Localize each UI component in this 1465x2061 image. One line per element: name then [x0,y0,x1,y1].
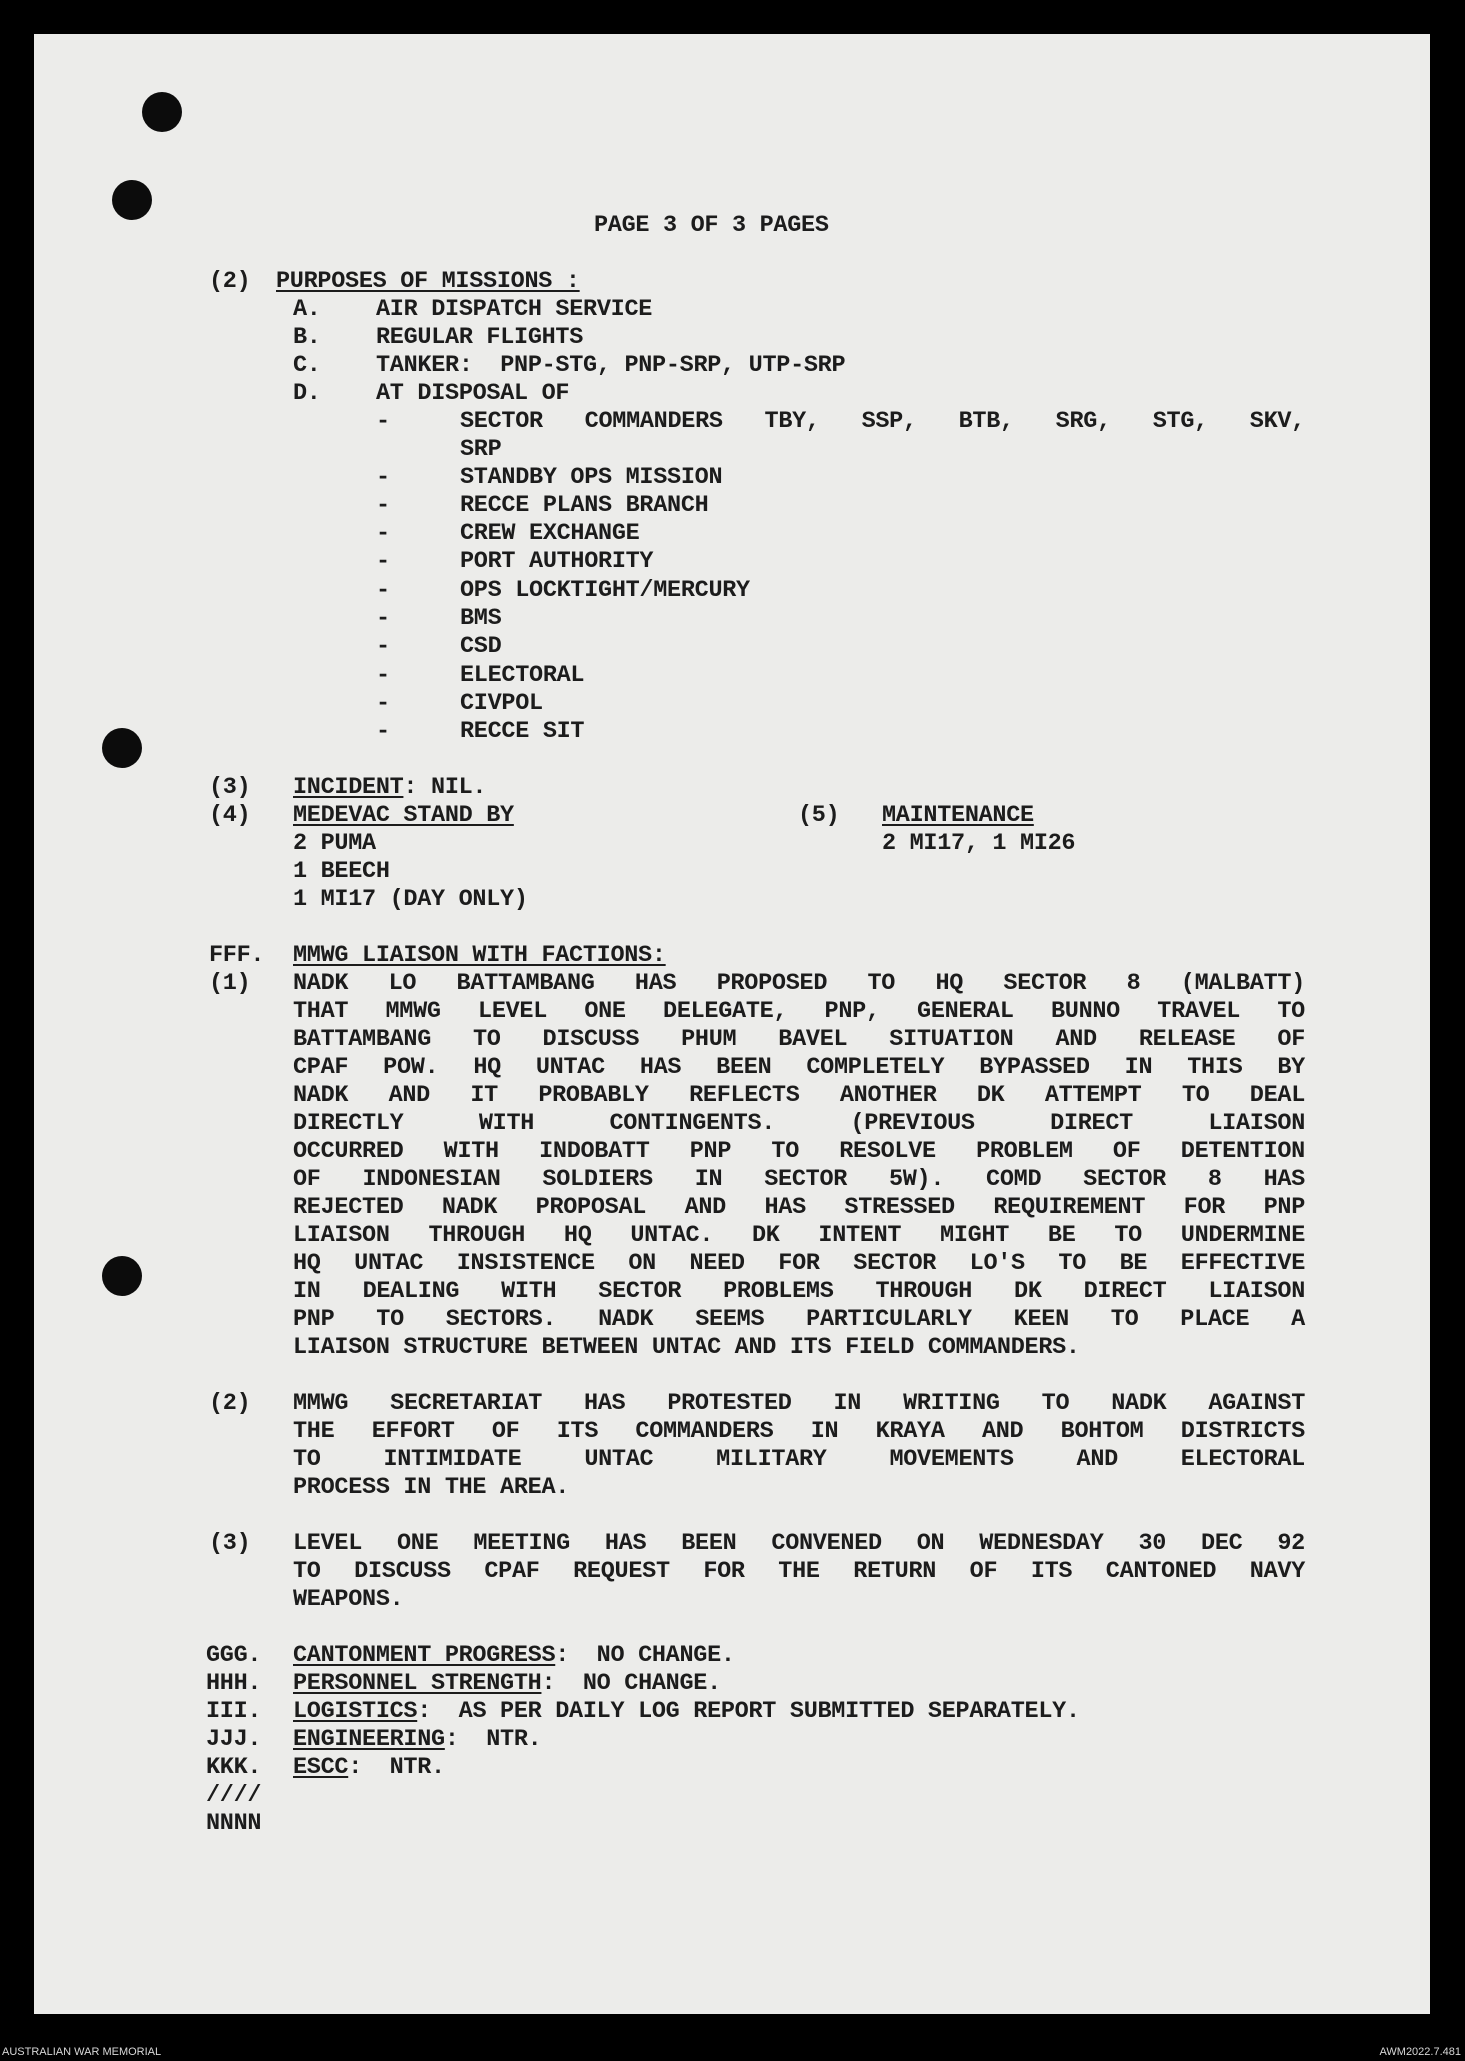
incident-label: INCIDENT [293,774,404,801]
disposal-item: RECCE SIT [460,718,585,745]
status-label: ENGINEERING [293,1726,445,1753]
paragraph-line: WEAPONS. [293,1586,404,1613]
dash-bullet: - [376,690,390,717]
item-text: TANKER: PNP-STG, PNP-SRP, UTP-SRP [376,352,846,379]
item-letter: C. [293,352,321,379]
disposal-item: RECCE PLANS BRANCH [460,492,709,519]
paragraph-line: TO DISCUSS CPAF REQUEST FOR THE RETURN OF ITS CANTONED NAVY [293,1558,1305,1585]
item-text: REGULAR FLIGHTS [376,324,584,351]
incident-line [293,774,486,802]
page-header: PAGE 3 OF 3 PAGES [594,212,829,239]
item-letter: B. [293,324,321,351]
disposal-item: OPS LOCKTIGHT/MERCURY [460,577,750,604]
status-value: : NO CHANGE. [541,1670,721,1697]
status-label: ESCC [293,1754,349,1781]
status-label: LOGISTICS [293,1698,418,1725]
paragraph-line: THAT MMWG LEVEL ONE DELEGATE, PNP, GENERAL BUNNO TRAVEL TO [293,998,1305,1025]
medevac-item: 1 MI17 (DAY ONLY) [293,886,528,913]
status-code: III. [206,1698,262,1725]
item-text: AT DISPOSAL OF [376,380,570,407]
section-number: (3) [209,774,251,801]
disposal-item: BMS [460,605,502,632]
paragraph-line: THE EFFORT OF ITS COMMANDERS IN KRAYA AND BOHTOM DISTRICTS [293,1418,1305,1445]
disposal-item: STANDBY OPS MISSION [460,464,723,491]
dash-bullet: - [376,464,390,491]
disposal-item: SECTOR COMMANDERS TBY, SSP, BTB, SRG, STG, SKV, [460,408,1305,435]
paragraph-line: DIRECTLY WITH CONTINGENTS. (PREVIOUS DIRECT LIAISON [293,1110,1305,1137]
end-mark-nnnn: NNNN [206,1810,262,1837]
section-number: (4) [209,802,251,829]
status-line [293,1726,541,1754]
status-code: HHH. [206,1670,262,1697]
paragraph-line: HQ UNTAC INSISTENCE ON NEED FOR SECTOR LO'S TO BE EFFECTIVE [293,1250,1305,1277]
dash-bullet: - [376,662,390,689]
section-number: (5) [798,802,840,829]
paragraph-line: LIAISON STRUCTURE BETWEEN UNTAC AND ITS FIELD COMMANDERS. [293,1334,1080,1361]
footer-left: AUSTRALIAN WAR MEMORIAL [2,2046,162,2058]
incident-value: : NIL. [403,774,487,801]
footer-right: AWM2022.7.481 [1379,2046,1461,2058]
status-label: CANTONMENT PROGRESS [293,1642,556,1669]
dash-bullet: - [376,548,390,575]
dash-bullet: - [376,520,390,547]
disposal-item: CREW EXCHANGE [460,520,640,547]
paragraph-line: NADK LO BATTAMBANG HAS PROPOSED TO HQ SECTOR 8 (MALBATT) [293,970,1305,997]
dash-bullet: - [376,605,390,632]
status-label: PERSONNEL STRENGTH [293,1670,542,1697]
dash-bullet: - [376,492,390,519]
paragraph-line: MMWG SECRETARIAT HAS PROTESTED IN WRITING TO NADK AGAINST [293,1390,1305,1417]
medevac-item: 1 BEECH [293,858,390,885]
paragraph-line: CPAF POW. HQ UNTAC HAS BEEN COMPLETELY BYPASSED IN THIS BY [293,1054,1305,1081]
disposal-item: PORT AUTHORITY [460,548,654,575]
paragraph-line: IN DEALING WITH SECTOR PROBLEMS THROUGH DK DIRECT LIAISON [293,1278,1305,1305]
medevac-item: 2 PUMA [293,830,376,857]
status-code: GGG. [206,1642,262,1669]
paragraph-line: PROCESS IN THE AREA. [293,1474,570,1501]
dash-bullet: - [376,718,390,745]
section-code: FFF. [209,942,265,969]
maintenance-label: MAINTENANCE [882,802,1034,829]
paragraph-line: OF INDONESIAN SOLDIERS IN SECTOR 5W). COMD SECTOR 8 HAS [293,1166,1305,1193]
section-title: PURPOSES OF MISSIONS : [276,268,580,295]
status-line [293,1642,735,1670]
disposal-item-cont: SRP [460,436,502,463]
paragraph-line: LIAISON THROUGH HQ UNTAC. DK INTENT MIGHT BE TO UNDERMINE [293,1222,1305,1249]
document-page [34,34,1430,2014]
status-value: : AS PER DAILY LOG REPORT SUBMITTED SEPARATELY. [417,1698,1080,1725]
disposal-item: ELECTORAL [460,662,585,689]
paragraph-line: BATTAMBANG TO DISCUSS PHUM BAVEL SITUATION AND RELEASE OF [293,1026,1305,1053]
status-line [293,1698,1080,1726]
paragraph-line: REJECTED NADK PROPOSAL AND HAS STRESSED REQUIREMENT FOR PNP [293,1194,1305,1221]
status-code: KKK. [206,1754,262,1781]
paragraph-line: PNP TO SECTORS. NADK SEEMS PARTICULARLY KEEN TO PLACE A [293,1306,1305,1333]
disposal-item: CIVPOL [460,690,543,717]
section-title: MMWG LIAISON WITH FACTIONS: [293,942,666,969]
end-mark-slashes: //// [206,1782,262,1809]
dash-bullet: - [376,577,390,604]
status-value: : NTR. [348,1754,445,1781]
status-line [293,1754,445,1782]
dash-bullet: - [376,633,390,660]
status-value: : NO CHANGE. [555,1642,735,1669]
paragraph-line: NADK AND IT PROBABLY REFLECTS ANOTHER DK ATTEMPT TO DEAL [293,1082,1305,1109]
status-line [293,1670,721,1698]
item-text: AIR DISPATCH SERVICE [376,296,653,323]
dash-bullet: - [376,408,390,435]
maintenance-value: 2 MI17, 1 MI26 [882,830,1076,857]
paragraph-number: (1) [209,970,251,997]
paragraph-number: (3) [209,1530,251,1557]
item-letter: A. [293,296,321,323]
document-body [34,34,1430,2014]
status-value: : NTR. [444,1726,542,1753]
medevac-label: MEDEVAC STAND BY [293,802,514,829]
paragraph-number: (2) [209,1390,251,1417]
paragraph-line: OCCURRED WITH INDOBATT PNP TO RESOLVE PROBLEM OF DETENTION [293,1138,1305,1165]
status-code: JJJ. [206,1726,262,1753]
disposal-item: CSD [460,633,502,660]
section-number: (2) [209,268,251,295]
paragraph-line: TO INTIMIDATE UNTAC MILITARY MOVEMENTS AND ELECTORAL [293,1446,1305,1473]
paragraph-line: LEVEL ONE MEETING HAS BEEN CONVENED ON WEDNESDAY 30 DEC 92 [293,1530,1305,1557]
item-letter: D. [293,380,321,407]
